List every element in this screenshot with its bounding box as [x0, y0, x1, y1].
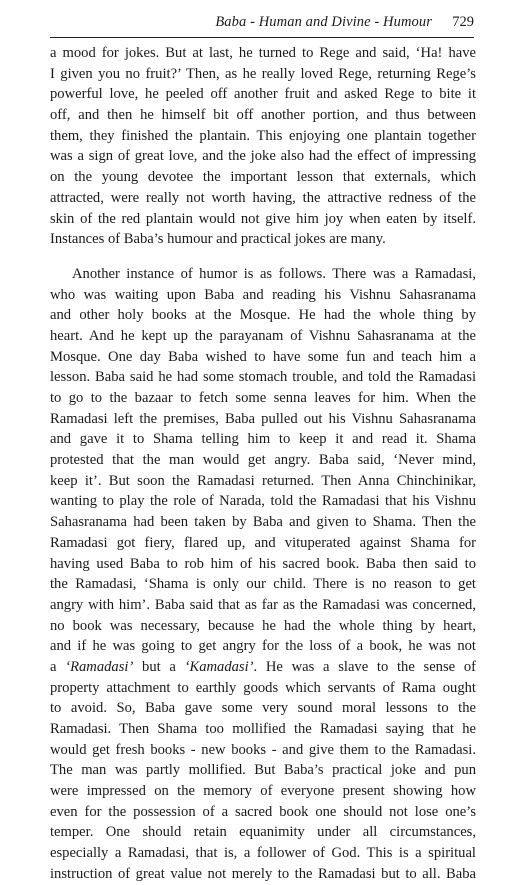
page-number: 729: [452, 14, 474, 30]
text-line: even for the possession of a sacred book one should not lose one’s: [50, 803, 476, 820]
text-line: off, and then he himself bit off another portion, and thus between: [50, 107, 476, 124]
text-line: were impressed on the memory of everyone present showing how: [50, 783, 476, 800]
text-line: Sahasranama had been taken by Baba and given to Shama. Then the: [50, 514, 476, 531]
line-fragment: a: [50, 658, 66, 675]
italic-term-kamadasi: ‘Kamadasi’: [184, 658, 254, 675]
text-line: them, they finished the plantain. This enjoying one plantain together: [50, 127, 476, 144]
text-line: lesson. Baba said he had some stomach trouble, and told the Ramadasi: [50, 369, 476, 386]
text-line: angry with him’. Baba said that as far as the Ramadasi was concerned,: [50, 596, 476, 613]
text-line: Ramadasi. Then Shama too mollified the Ramadasi saying that he: [50, 721, 476, 737]
text-line: I given you no fruit?’ Then, as he really loved Rege, returning Rege’s: [50, 65, 476, 82]
text-line: to avoid. So, Baba gave some very sound moral lessons to the: [50, 700, 476, 717]
text-line: would get fresh books - new books - and give them to the Ramadasi.: [50, 741, 476, 758]
text-line: Instances of Baba’s humour and practical jokes are many.: [50, 231, 386, 248]
text-line: a mood for jokes. But at last, he turned to Rege and said, ‘Ha! have: [50, 45, 476, 61]
line-fragment: but a: [133, 658, 185, 675]
text-line-italic-words: [50, 657, 476, 678]
text-line: was a sign of great love, and the joke also had the effect of impressing: [50, 148, 476, 165]
text-line: Another instance of humor is as follows. There was a Ramadasi,: [72, 265, 476, 282]
text-line: and gave it to Shama telling him to keep it and read it. Shama: [50, 431, 476, 448]
text-line: to go to the bazaar to fetch some senna leaves for him. When the: [50, 390, 476, 406]
text-line: property attachment to earthly goods which servants of Rama ought: [50, 679, 476, 696]
text-line: protested that the man would get angry. Baba said, ‘Never mind,: [50, 452, 476, 469]
italic-term-ramadasi: ‘Ramadasi’: [65, 658, 134, 675]
text-line: temper. One should retain equanimity under all circumstances,: [50, 824, 476, 841]
text-line: and if he was going to get angry for the loss of a book, he was not: [50, 638, 476, 655]
text-line: the Ramadasi, ‘Shama is only our child. There is no reason to get: [50, 576, 476, 593]
text-line: Ramadasi got fiery, flared up, and vituperated against Shama for: [50, 534, 476, 551]
text-line: skin of the red plantain would not give him joy when eaten by itself.: [50, 210, 476, 227]
text-line: who was waiting upon Baba and reading his Vishnu Sahasranama: [50, 286, 476, 303]
text-line: having used Baba to rob him of his sacred book. Baba then said to: [50, 555, 476, 572]
paragraph-spacer: [50, 250, 476, 264]
text-line: heart. And he kept up the parayanam of Vishnu Sahasranama at the: [50, 327, 476, 344]
text-line: powerful love, he peeled off another fruit and asked Rege to bite it: [50, 86, 476, 103]
text-line: on the young devotee the important lesson that externals, which: [50, 169, 476, 186]
paragraph-1: [50, 43, 476, 250]
running-title: Baba - Human and Divine - Humour: [215, 14, 432, 30]
running-header: [50, 13, 474, 38]
paragraph-2: [50, 264, 476, 885]
text-line: keep it’. But soon the Ramadasi returned. Then Anna Chinchinikar,: [50, 472, 476, 489]
text-line: The man was partly mollified. But Baba’s practical joke and pun: [50, 762, 476, 779]
text-line: Ramadasi left the premises, Baba pulled out his Vishnu Sahasranama: [50, 410, 476, 427]
text-line: wanting to play the role of Narada, told the Ramadasi that his Vishnu: [50, 493, 476, 510]
text-line: and other holy books at the Mosque. He had the whole thing by: [50, 307, 476, 324]
text-line: especially a Ramadasi, that is, a follower of God. This is a spiritual: [50, 845, 476, 862]
text-line: instruction of great value not merely to the Ramadasi but to all. Baba: [50, 865, 476, 882]
text-line: no book was necessary, because he had the whole thing by heart,: [50, 617, 476, 634]
text-line: attracted, were really not worth having, the attractive redness of the: [50, 189, 476, 206]
body-text: [50, 43, 476, 885]
text-line: Mosque. One day Baba wished to have some fun and teach him a: [50, 348, 476, 365]
line-fragment: . He was a slave to the sense of: [253, 658, 476, 675]
